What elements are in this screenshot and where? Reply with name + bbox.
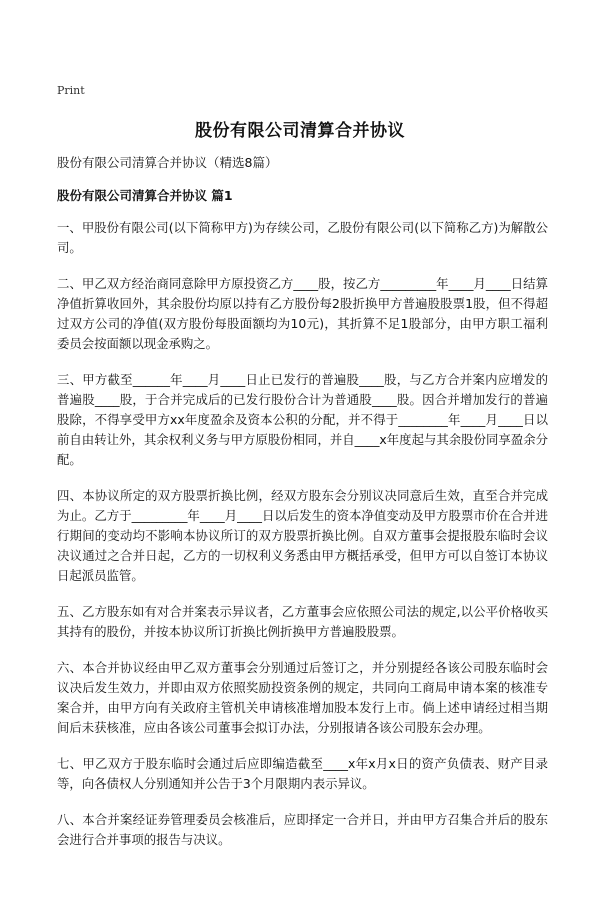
document-title: 股份有限公司清算合并协议 [195, 121, 405, 141]
clause-2: 二、甲乙双方经治商同意除甲方原投资乙方____股，按乙方_________年____月____日结算净值折算收回外，其余股份均原以持有乙方股份每2股折换甲方普遍股股票1股，但不得超过双方公司的净值(双方股份每股面额均为10元)，其折算不足1股部分，由甲方职工福利委员会按面额以现金承购之。 [57, 276, 548, 351]
clause-5: 五、乙方股东如有对合并案表示异议者，乙方董事会应依照公司法的规定,以公平价格收买其持有的股份，并按本协议所订折换比例折换甲方普遍股股票。 [57, 604, 548, 639]
document-subtitle: 股份有限公司清算合并协议（精选8篇） [57, 155, 278, 170]
clause-3: 三、甲方截至______年____月____日止已发行的普遍股____股，与乙方合并案内应增发的普遍股____股，于合并完成后的已发行股份合计为普通股____股。因合并增加发行的普遍股除，不得享受甲方xx年度盈余及资本公积的分配，并不得于________年____月____日以前自由转让外，其余权利义务与甲方原股份相同，并自____x年度起与其余股份同享盈余分配。 [57, 372, 548, 467]
clause-4: 四、本协议所定的双方股票折换比例，经双方股东会分别议决同意后生效，直至合并完成为止。乙方于_________年____月____日以后发生的资本净值变动及甲方股票市价在合并进行期间的变动均不影响本协议所订的双方股票折换比例。自双方董事会提报股东临时会议决议通过之合并日起，乙方的一切权利义务悉由甲方概括承受，但甲方可以自签订本协议日起派员监管。 [57, 488, 548, 583]
clause-1: 一、甲股份有限公司(以下简称甲方)为存续公司，乙股份有限公司(以下简称乙方)为解散公司。 [57, 220, 548, 255]
clause-7: 七、甲乙双方于股东临时会通过后应即编造截至____x年x月x日的资产负债表、财产目录等，向各债权人分别通知并公告于3个月限期内表示异议。 [57, 756, 548, 791]
clause-8: 八、本合并案经证券管理委员会核准后，应即择定一合并日，并由甲方召集合并后的股东会进行合并事项的报告与决议。 [57, 812, 548, 847]
clause-6: 六、本合并协议经由甲乙双方董事会分别通过后签订之，并分别提经各该公司股东临时会议决后发生效力，并即由双方依照奖励投资条例的规定，共同向工商局申请本案的核准专案合并，由甲方向有关政府主管机关申请核准增加股本发行上市。倘上述申请经过相当期间后未获核准，应由各该公司董事会拟订办法，分别报请各该公司股东会办理。 [57, 660, 548, 735]
document-body [57, 218, 548, 866]
print-label: Print [57, 84, 85, 97]
section-heading: 股份有限公司清算合并协议 篇1 [57, 188, 233, 203]
